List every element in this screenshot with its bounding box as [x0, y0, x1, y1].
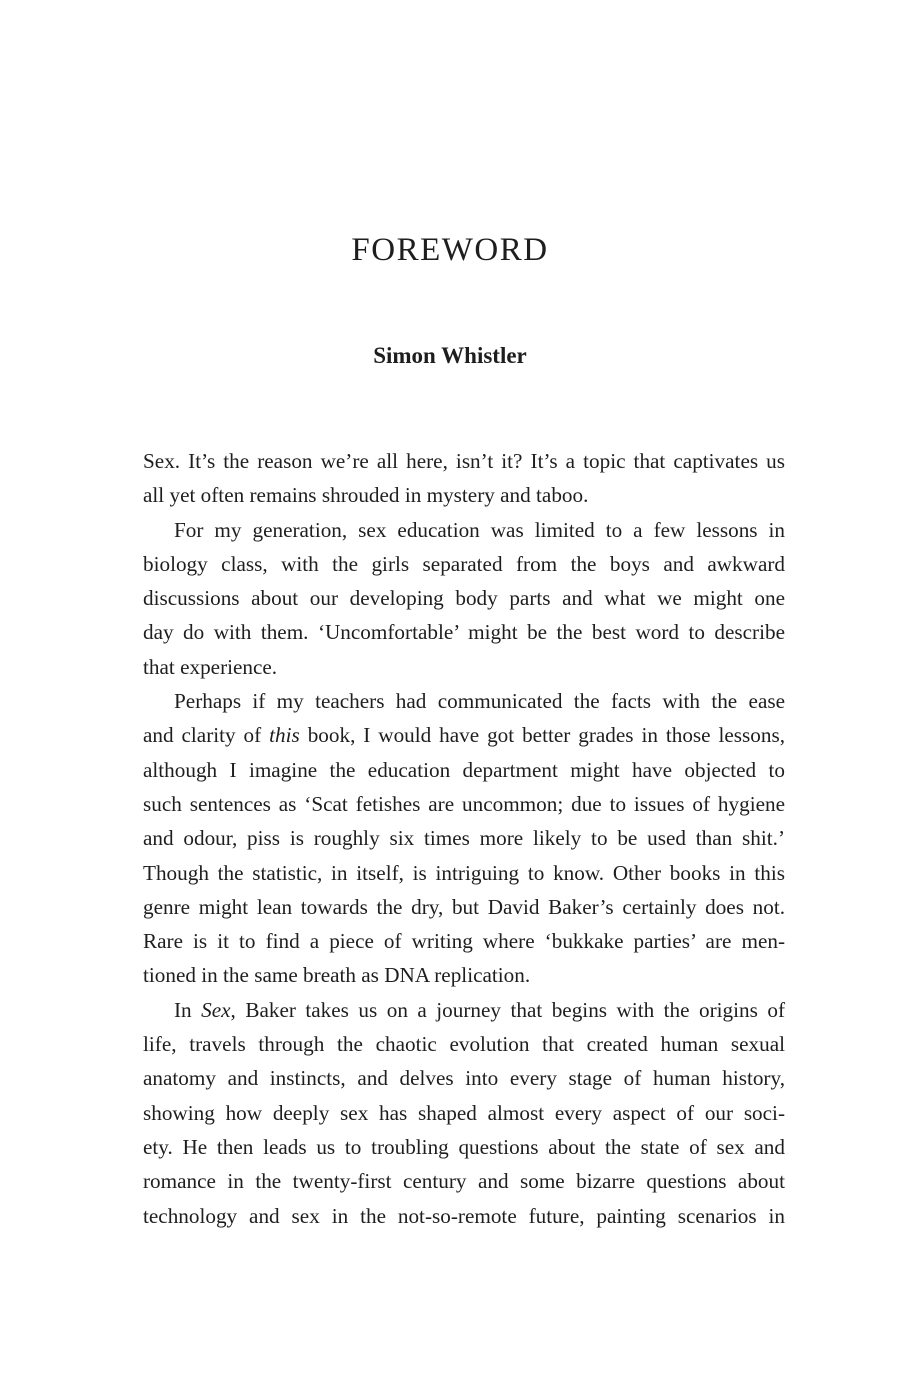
text-line: that experience. — [143, 654, 278, 679]
text-line: showing how deeply sex has shaped almost every aspect of our soci- — [143, 1100, 785, 1125]
text-line: such sentences as ‘Scat fetishes are uncommon; due to issues of hygiene — [143, 791, 785, 816]
text-line: For my generation, sex education was limited to a few lessons in — [174, 517, 785, 542]
text-line: and odour, piss is roughly six times more likely to be used than shit.’ — [143, 826, 785, 851]
text-line: In Sex, Baker takes us on a journey that begins with the origins of — [174, 997, 786, 1022]
text-line: anatomy and instincts, and delves into every stage of human history, — [143, 1066, 785, 1091]
text-line: tioned in the same breath as DNA replication. — [143, 963, 531, 988]
text-line: ety. He then leads us to troubling questions about the state of sex and — [143, 1134, 785, 1159]
text-line: Though the statistic, in itself, is intriguing to know. Other books in this — [143, 860, 785, 885]
text-line: day do with them. ‘Uncomfortable’ might be the best word to describe — [143, 620, 785, 645]
author-name: Simon Whistler — [373, 343, 527, 368]
text-line: Perhaps if my teachers had communicated the facts with the ease — [174, 689, 785, 714]
text-line: and clarity of this book, I would have got better grades in those lessons, — [143, 723, 786, 748]
text-line: life, travels through the chaotic evolution that created human sexual — [143, 1032, 785, 1057]
body-text — [143, 444, 785, 1233]
text-line: discussions about our developing body parts and what we might one — [143, 586, 785, 611]
text-line: although I imagine the education department might have objected to — [143, 757, 785, 782]
paragraph — [143, 513, 785, 684]
text-line: biology class, with the girls separated from the boys and awkward — [143, 551, 785, 576]
text-line: all yet often remains shrouded in mystery and taboo. — [143, 483, 589, 508]
paragraph — [143, 444, 785, 513]
text-line: Rare is it to find a piece of writing where ‘bukkake parties’ are men- — [143, 929, 785, 954]
paragraph — [143, 993, 785, 1233]
chapter-heading: FOREWORD — [351, 232, 549, 268]
text-line: technology and sex in the not-so-remote future, painting scenarios in — [143, 1203, 785, 1228]
text-line: Sex. It’s the reason we’re all here, isn’t it? It’s a topic that captivates us — [143, 449, 785, 473]
text-line: genre might lean towards the dry, but David Baker’s certainly does not. — [143, 894, 785, 919]
paragraph — [143, 684, 785, 993]
text-line: romance in the twenty-first century and some bizarre questions about — [143, 1169, 785, 1194]
